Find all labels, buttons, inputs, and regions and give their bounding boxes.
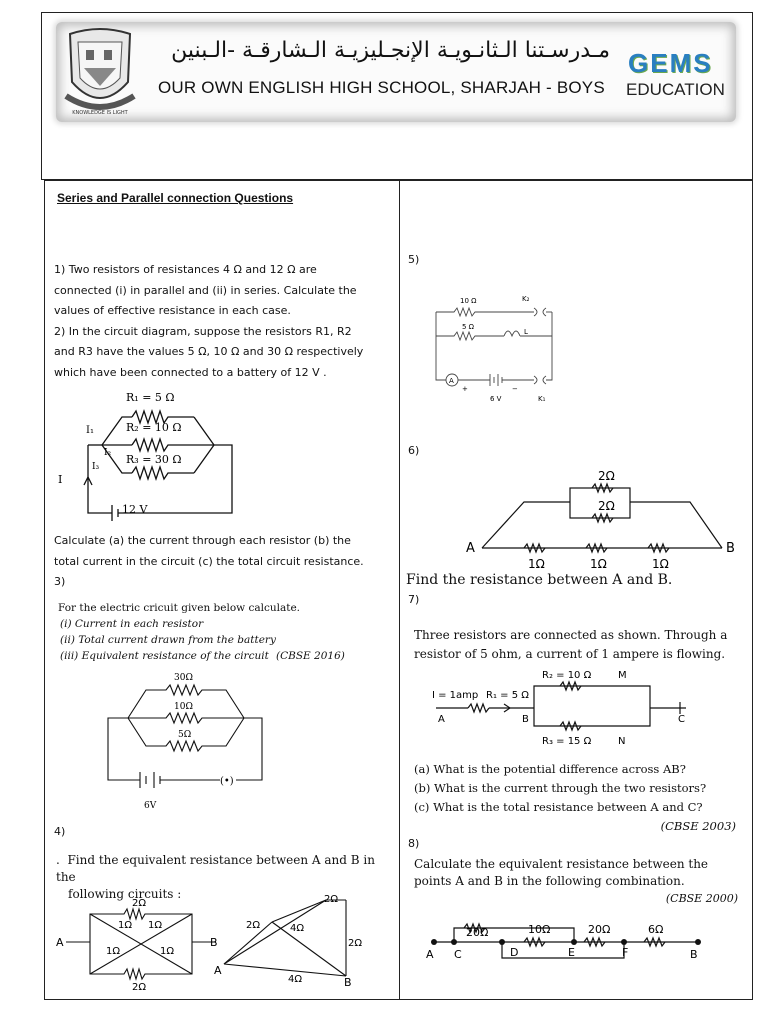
q4a-a: A [56,936,64,949]
q7-r1: R₁ = 5 Ω [486,690,529,701]
q7-questions [414,760,744,836]
q8-r4: 6Ω [648,923,664,936]
q4b-r4: 2Ω [348,938,363,949]
q4a-b: B [210,936,218,949]
q7-number: 7) [408,593,420,606]
q6-top2: 2Ω [598,499,615,513]
q2-label-r1: R₁ = 5 Ω [126,391,175,404]
q3-label-30: 30Ω [174,673,193,683]
q8-f: F [622,946,629,959]
q4b-a: A [214,964,222,977]
q4a-d1: 1Ω [118,920,133,931]
q4-line-2: following circuits : [68,887,182,901]
q8-ref: (CBSE 2000) [665,892,738,905]
q7-r3: R₃ = 15 Ω [542,736,592,747]
q2-label-i1: I₁ [86,425,94,436]
q2-label-i2: I₂ [104,448,112,458]
q3-item-2: (ii) Total current drawn from the battery [60,634,276,646]
q4b-b: B [344,976,352,989]
q4b-r5: 4Ω [288,974,303,985]
q8-line-1: Calculate the equivalent resistance between the [414,857,709,871]
q5-ammeter: A [449,377,454,385]
q2-circuit-diagram [50,385,250,530]
q5-plus: + [462,385,468,393]
gems-logo [628,48,732,76]
q7-m: M [618,670,627,681]
q8-e: E [568,946,575,959]
q1-line-1: Two resistors of resistances 4 Ω and 12 Ω are [68,263,317,276]
q7-c: C [678,714,685,725]
q4a-d3: 1Ω [106,946,121,957]
q4a-d2: 1Ω [148,920,163,931]
arabic-school-name: مـدرسـتنا الـثانـويـة الإنجـليزيـة الـشارقـة -الـبنين [171,38,610,63]
q7-line-1: Three resistors are connected as shown. Through a [414,628,728,642]
q4-bullet: . [56,853,60,867]
q3-number: 3) [54,575,66,588]
q8-line-2: points A and B in the following combination. [414,874,685,888]
q2-after-1: Calculate (a) the current through each resistor (b) the [54,534,351,547]
crest-motto: KNOWLEDGE IS LIGHT [72,110,128,116]
q3-intro: For the electric cricuit given below calculate. [58,602,301,614]
q8-b: B [690,948,698,961]
q4a-bottom: 2Ω [132,982,147,992]
q5-lamp: L [524,328,528,336]
q2-line-2: and R3 have the values 5 Ω, 10 Ω and 30 Ω respectively [54,345,364,358]
q6-b2: 1Ω [590,557,607,571]
q6-b3: 1Ω [652,557,669,571]
q4-circuit-diagram-1 [56,892,226,992]
q3-label-5: 5Ω [178,730,192,740]
q3-ref: (CBSE 2016) [276,650,345,662]
q2-label-i3: I₃ [92,462,100,472]
q5-r1: 10 Ω [460,297,477,305]
q8-c: C [454,948,462,961]
education-label: EDUCATION [626,80,725,99]
q6-b1: 1Ω [528,557,545,571]
q8-d: D [510,946,519,959]
question-8 [414,856,738,907]
q3-circuit-diagram [100,668,280,814]
q6-a: A [466,541,475,556]
q2-label-r2: R₂ = 10 Ω [126,421,182,434]
q3-label-battery: 6V [144,801,157,811]
q7-item-b: (b) What is the current through the two resistors? [414,781,707,795]
q2-after-2: total current in the circuit (c) the total circuit resistance. [54,554,364,568]
q2-label-r3: R₃ = 30 Ω [126,453,182,466]
q7-current: I = 1amp [432,690,479,701]
question-7 [414,626,744,664]
school-crest-icon [60,22,140,122]
q4-circuit-diagram-2 [210,886,380,996]
q2-label-battery: 12 V [122,503,148,516]
q3-item-3: (iii) Equivalent resistance of the circuit [60,650,269,662]
q7-item-c: (c) What is the total resistance between A and C? [414,800,703,814]
q8-number: 8) [408,837,420,850]
school-name: OUR OWN ENGLISH HIGH SCHOOL, SHARJAH - BOYS [158,78,605,97]
q5-battery: 6 V [490,395,502,403]
q8-r3: 20Ω [588,923,611,936]
q6-circuit-diagram [460,462,750,574]
question-1 [54,260,394,383]
q6-number: 6) [408,444,420,457]
q3-item-1: (i) Current in each resistor [60,618,204,630]
q5-r2: 5 Ω [462,323,475,331]
q5-minus: − [512,385,518,393]
q7-n: N [618,736,626,747]
q5-k2: K₂ [522,295,530,303]
q7-ref: (CBSE 2003) [660,819,736,833]
q5-k1: K₁ [538,395,546,403]
q7-line-2: resistor of 5 ohm, a current of 1 ampere is flowing. [414,647,726,661]
q4b-r3: 4Ω [290,923,305,934]
q4b-r2: 2Ω [324,894,339,905]
q7-item-a: (a) What is the potential difference across AB? [414,762,686,776]
q4-line-1: Find the equivalent resistance between A and B in the [56,853,375,884]
gems-logo-text: GEMS [628,48,713,78]
q4a-top: 2Ω [132,898,147,909]
q7-r2: R₂ = 10 Ω [542,670,592,681]
q8-a: A [426,948,434,961]
q7-a: A [438,714,445,725]
q6-b: B [726,541,735,556]
q5-number: 5) [408,253,420,266]
q4b-r1: 2Ω [246,920,261,931]
q2-questions [54,531,394,593]
q6-text: Find the resistance between A and B. [406,572,673,588]
q7-circuit-diagram [430,664,710,748]
question-3 [58,600,394,664]
q6-top1: 2Ω [598,469,615,483]
q3-label-key: (•) [220,776,234,787]
q7-b: B [522,714,529,725]
q3-label-10: 10Ω [174,702,193,712]
q8-r1: 20Ω [466,926,489,939]
q2-line-1: In the circuit diagram, suppose the resistors R1, R2 [68,324,352,338]
q4a-d4: 1Ω [160,946,175,957]
worksheet-title: Series and Parallel connection Questions [57,191,294,205]
q8-r2: 10Ω [528,923,551,936]
q1-number: 1) [54,263,66,276]
q2-number: 2) [54,324,66,338]
q5-circuit-diagram [430,290,570,406]
q2-label-i: I [58,473,63,486]
q1-line-3: values of effective resistance in each case. [54,304,291,317]
q8-circuit-diagram [424,916,714,978]
q2-line-3: which have been connected to a battery of 12 V . [54,365,327,379]
q1-line-2: connected (i) in parallel and (ii) in series. Calculate the [54,283,357,297]
q4-number: 4) [54,825,66,838]
